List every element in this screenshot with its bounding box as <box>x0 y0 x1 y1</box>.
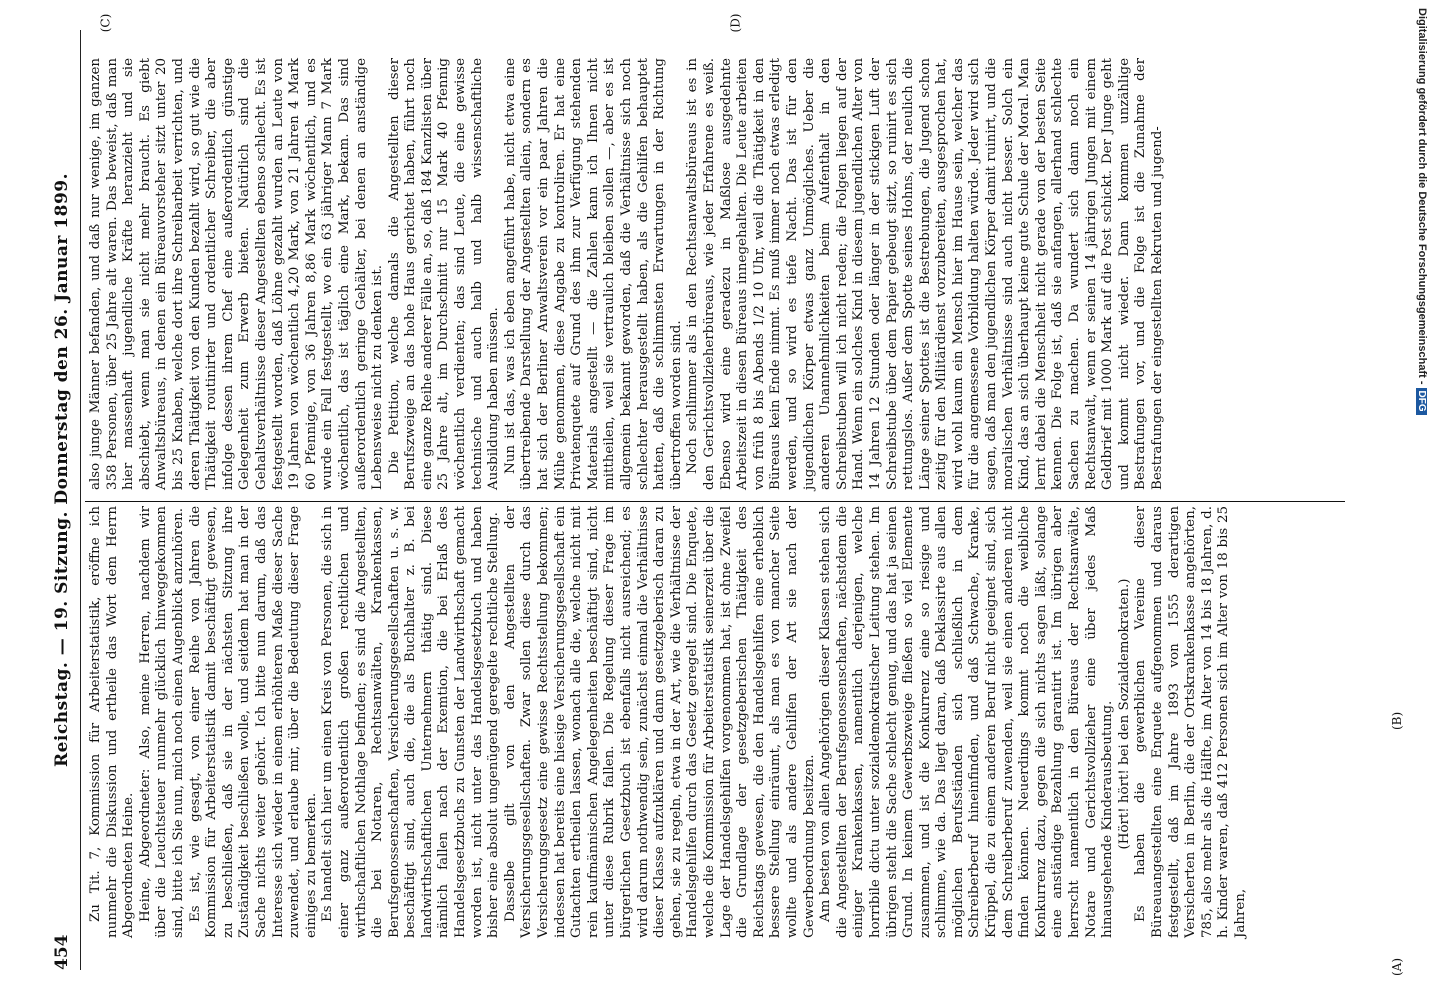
dfg-logo: DFG <box>1416 388 1427 415</box>
paragraph: Nun ist das, was ich eben angeführt habe, nicht etwa eine übertreibende Darstellung der Angestellten allein, sondern es hat sich der Berliner Anwaltsverein vor ein paar Jahren die Mühe genommen, diese Angabe zu kontroliren. Er hat eine Privatenquete auf Grund des ihm zur Verfügung stehenden Materials angestellt — die Zahlen kann ich Ihnen nicht mittheilen, weil sie vertraulich bleiben sollen —, aber es ist allgemein bekannt geworden, daß die Verhältnisse sich noch schlechter herausgestellt haben, als die Gehilfen behauptet hatten, daß die schlimmsten Erwartungen in der Richtung übertroffen worden sind. <box>502 58 684 490</box>
margin-marker-d: (D) <box>728 13 743 33</box>
paragraph: Es ist, wie gesagt, von einer Reihe von Jahren die Kommission für Arbeiterstatistik damit beschäftigt gewesen, zu beschließen, daß sie in der nächsten Sitzung ihre Zuständigkeit beschließen wolle, und seitdem hat man in der Sache nichts weiter gehört. Ich bitte nun darum, daß das Interesse sich wieder in einem erhöhteren Maße dieser Sache zuwendet, und erlaube mir, über die Bedeutung dieser Frage einiges zu bemerken. <box>187 506 319 938</box>
right-column <box>88 58 1348 490</box>
left-column <box>88 506 1248 938</box>
column-divider <box>85 501 1345 502</box>
margin-marker-a: (A) <box>1390 957 1404 976</box>
page-header <box>48 30 76 970</box>
paragraph: also junge Männer befanden, und daß nur wenige, im ganzen 358 Personen, über 25 Jahre alt waren. Das beweist, daß man hier massenhaft jugendliche Kräfte heranzieht und sie abschiebt, wenn man sie nicht mehr braucht. Es giebt Anwaltsbüreaus, in denen ein Büreauvorsteher sitzt unter 20 bis 25 Knaben, welche dort ihre Schreibarbeit verrichten, und deren Thätigkeit von den Kunden bezahlt wird, so gut wie die Thätigkeit routinirter und ordentlicher Schreiber, die aber infolge dessen ihrem Chef eine außerordentlich günstige Gelegenheit zum Erwerb bieten. Natürlich sind die Gehaltsverhältnisse dieser Angestellten ebenso schlecht. Es ist festgestellt worden, daß Löhne gezahlt wurden an Leute von 19 Jahren von wöchentlich 4,20 Mark, von 21 Jahren 4 Mark 60 Pfennige, von 36 Jahren 8,86 Mark wöchentlich, und es wurde ein Fall festgestellt, wo ein 63 jähriger Mann 7 Mark wöchentlich, das ist täglich eine Mark, bekam. Das sind außerordentlich geringe Gehälter, bei denen an anständige Lebensweise nicht zu denken ist. <box>88 58 386 490</box>
paragraph: Dasselbe gilt von den Angestellten der Versicherungsgesellschaften. Zwar sollen diese durch das Versicherungsgesetz eine gewisse Rechtsstellung bekommen; indessen hat bereits eine hiesige Versicherungsgesellschaft ein Gutachten ertheilen lassen, wonach alle die, welche nicht mit rein kaufmännischen Angelegenheiten beschäftigt sind, nicht unter diese Rubrik fallen. Die Regelung dieser Frage im bürgerlichen Gesetzbuch ist ebenfalls nicht ausreichend; es wird darum nothwendig sein, zunächst einmal die Verhältnisse dieser Klasse aufzuklären und dann gesetzgeberisch daran zu gehen, sie zu regeln, etwa in der Art, wie die Verhältnisse der Handelsgehilfen durch das Gesetz geregelt sind. Die Enquete, welche die Kommission für Arbeiterstatistik seinerzeit über die Lage der Handelsgehilfen vorgenommen hat, ist ohne Zweifel die Grundlage der gesetzgeberischen Thätigkeit des Reichstags gewesen, die den Handelsgehilfen eine erheblich bessere Stellung einräumt, als man es von mancher Seite wollte und als andere Gehilfen der Art sie nach der Gewerbeordnung besitzen. <box>502 506 817 938</box>
page-number: 454 <box>52 934 72 970</box>
paragraph: Es haben die gewerblichen Vereine dieser Büreauangestellten eine Enquete aufgenommen und daraus festgestellt, daß im Jahre 1893 von 1555 derartigen Versicherten in Berlin, die der Ortskrankenkasse angehörten, 785, also mehr als die Hälfte, im Alter von 14 bis 18 Jahren, d. h. Kinder waren, daß 412 Personen sich im Alter von 18 bis 25 Jahren, <box>1133 506 1248 938</box>
paragraph: Noch schlimmer als in den Rechtsanwaltsbüreaus ist es in den Gerichtsvollzieherbüreaus, wie jeder Erfahrene es weiß. Ebenso wird eine geradezu in Maßlose ausgedehnte Arbeitszeit in diesen Büreaus innegehalten. Die Leute arbeiten von früh 8 bis Abends 1/2 10 Uhr, weil die Thätigkeit in den Büreaus kein Ende nimmt. Es muß immer noch etwas erledigt werden, und so wird es tiefe Nacht. Das ist für den jugendlichen Körper etwas ganz Unmögliches. Ueber die anderen Unannehmlichkeiten beim Aufenthalt in den Schreibstuben will ich nicht reden; die Folgen liegen auf der Hand. Wenn ein solches Kind in diesem jugendlichen Alter von 14 Jahren 12 Stunden oder länger in der stickigen Luft der Schreibstube über dem Papier gebeugt sitzt, so ruinirt es sich rettungslos. Außer dem Spotte seines Hohns, der neulich die Länge seiner Spottes ist die Bestrebungen, die Jugend schon zeitig für den Militärdienst vorzubereiten, ausgesprochen hat, wird wohl kaum ein Mensch hier im Hause sein, welcher das für die angemessene Vorbildung halten würde. Jeder wird sich sagen, daß man den jugendlichen Körper damit ruinirt, und die moralischen Verhältnisse sind auch nicht besser. Solch ein Kind, das an sich überhaupt keine gute Schule der Moral. Man lernt dabei die Menschheit nicht gerade von der besten Seite kennen. Die Folge ist, daß sie anfangen, allerhand schlechte Sachen zu machen. Da wundert sich dann noch ein Rechtsanwalt, wenn er seinen 14 jährigen Jungen mit einem Geldbrief mit 1000 Mark auf die Post schickt. Der Junge geht und kommt nicht wieder. Dann kommen unzählige Bestrafungen vor, und die Folge ist die Zunahme der Bestrafungen der eingestellten Rekruten und jugend- <box>685 58 1165 490</box>
header-rule <box>80 30 81 970</box>
margin-marker-c: (C) <box>98 13 113 33</box>
margin-marker-b: (B) <box>1390 711 1404 730</box>
paragraph: (Hört! hört! bei den Sozialdemokraten.) <box>1116 578 1132 850</box>
digitization-note <box>1410 8 1430 998</box>
paragraph: Am besten von allen Angehörigen dieser Klassen stehen sich die Angestellten der Berufsgenossenschaften, nächstdem die einiger Krankenkassen, namentlich derjenigen, welche horribile dictu unter sozialdemokratischer Leitung stehen. Im übrigen steht die Sache schlecht genug, und das hat ja seinen Grund. In keinem Gewerbszweige fließen so viel Elemente zusammen, und ist die Konkurrenz eine so riesige und schlimme, wie da. Das liegt daran, daß Deklassirte aus allen möglichen Berufsständen sich schließlich in dem Schreiberberuf hineinfinden, und daß Schwache, Kranke, Krüppel, die zu einem anderen Beruf nicht geeignet sind, sich dem Schreiberberuf zuwenden, weil sie einen anderen nicht finden können. Neuerdings kommt noch die weibliche Konkurrenz dazu, gegen die sich nichts sagen läßt, solange eine anständige Bezahlung garantirt ist. Im übrigen aber herrscht namentlich in den Büreaus der Rechtsanwälte, Notare und Gerichtsvollzieher eine über jedes Maß hinausgehende Kinderausbeutung. <box>818 506 1116 938</box>
paragraph: Es handelt sich hier um einen Kreis von Personen, die sich in einer ganz außerordentlich großen rechtlichen und wirthschaftlichen Nothlage befinden; es sind die Angestellten, die bei Notaren, Rechtsanwälten, Krankenkassen, Berufsgenossenschaften, Versicherungsgesellschaften u. s. w. beschäftigt sind, auch die, die als Buchhalter z. B. bei landwirthschaftlichen Unternehmern thätig sind. Diese nämlich fallen nach der Exemtion, die bei Erlaß des Handelsgesetzbuchs zu Gunsten der Landwirthschaft gemacht worden ist, nicht unter das Handelsgesetzbuch und haben bisher eine absolut ungenügend geregelte rechtliche Stellung. <box>320 506 502 938</box>
page-title: Reichstag. — 19. Sitzung. Donnerstag den 26. Januar 1899. <box>52 172 72 768</box>
digitization-text: Digitalisierung gefördert durch die Deutsche Forschungsgemeinschaft - <box>1416 8 1428 385</box>
paragraph: Die Petition, welche damals die Angestellten dieser Berufszweige an das hohe Haus gerichtet haben, führt noch eine ganze Reihe anderer Fälle an, so, daß 184 Kanzlisten über 25 Jahre alt, im Durchschnitt nur 15 Mark 40 Pfennig wöchentlich verdienten; das sind Leute, die eine gewisse technische und auch halb und halb wissenschaftliche Ausbildung haben müssen. <box>386 58 502 490</box>
paragraph: Heine, Abgeordneter: Also, meine Herren, nachdem wir über die Leuchtsteuer nunmehr glücklich hinweggekommen sind, bitte ich Sie nun, mich noch einen Augenblick anzuhören. <box>137 506 186 938</box>
paragraph: Zu Tit. 7, Kommission für Arbeiterstatistik, eröffne ich nunmehr die Diskussion und ertheile das Wort dem Herrn Abgeordneten Heine. <box>88 506 137 938</box>
